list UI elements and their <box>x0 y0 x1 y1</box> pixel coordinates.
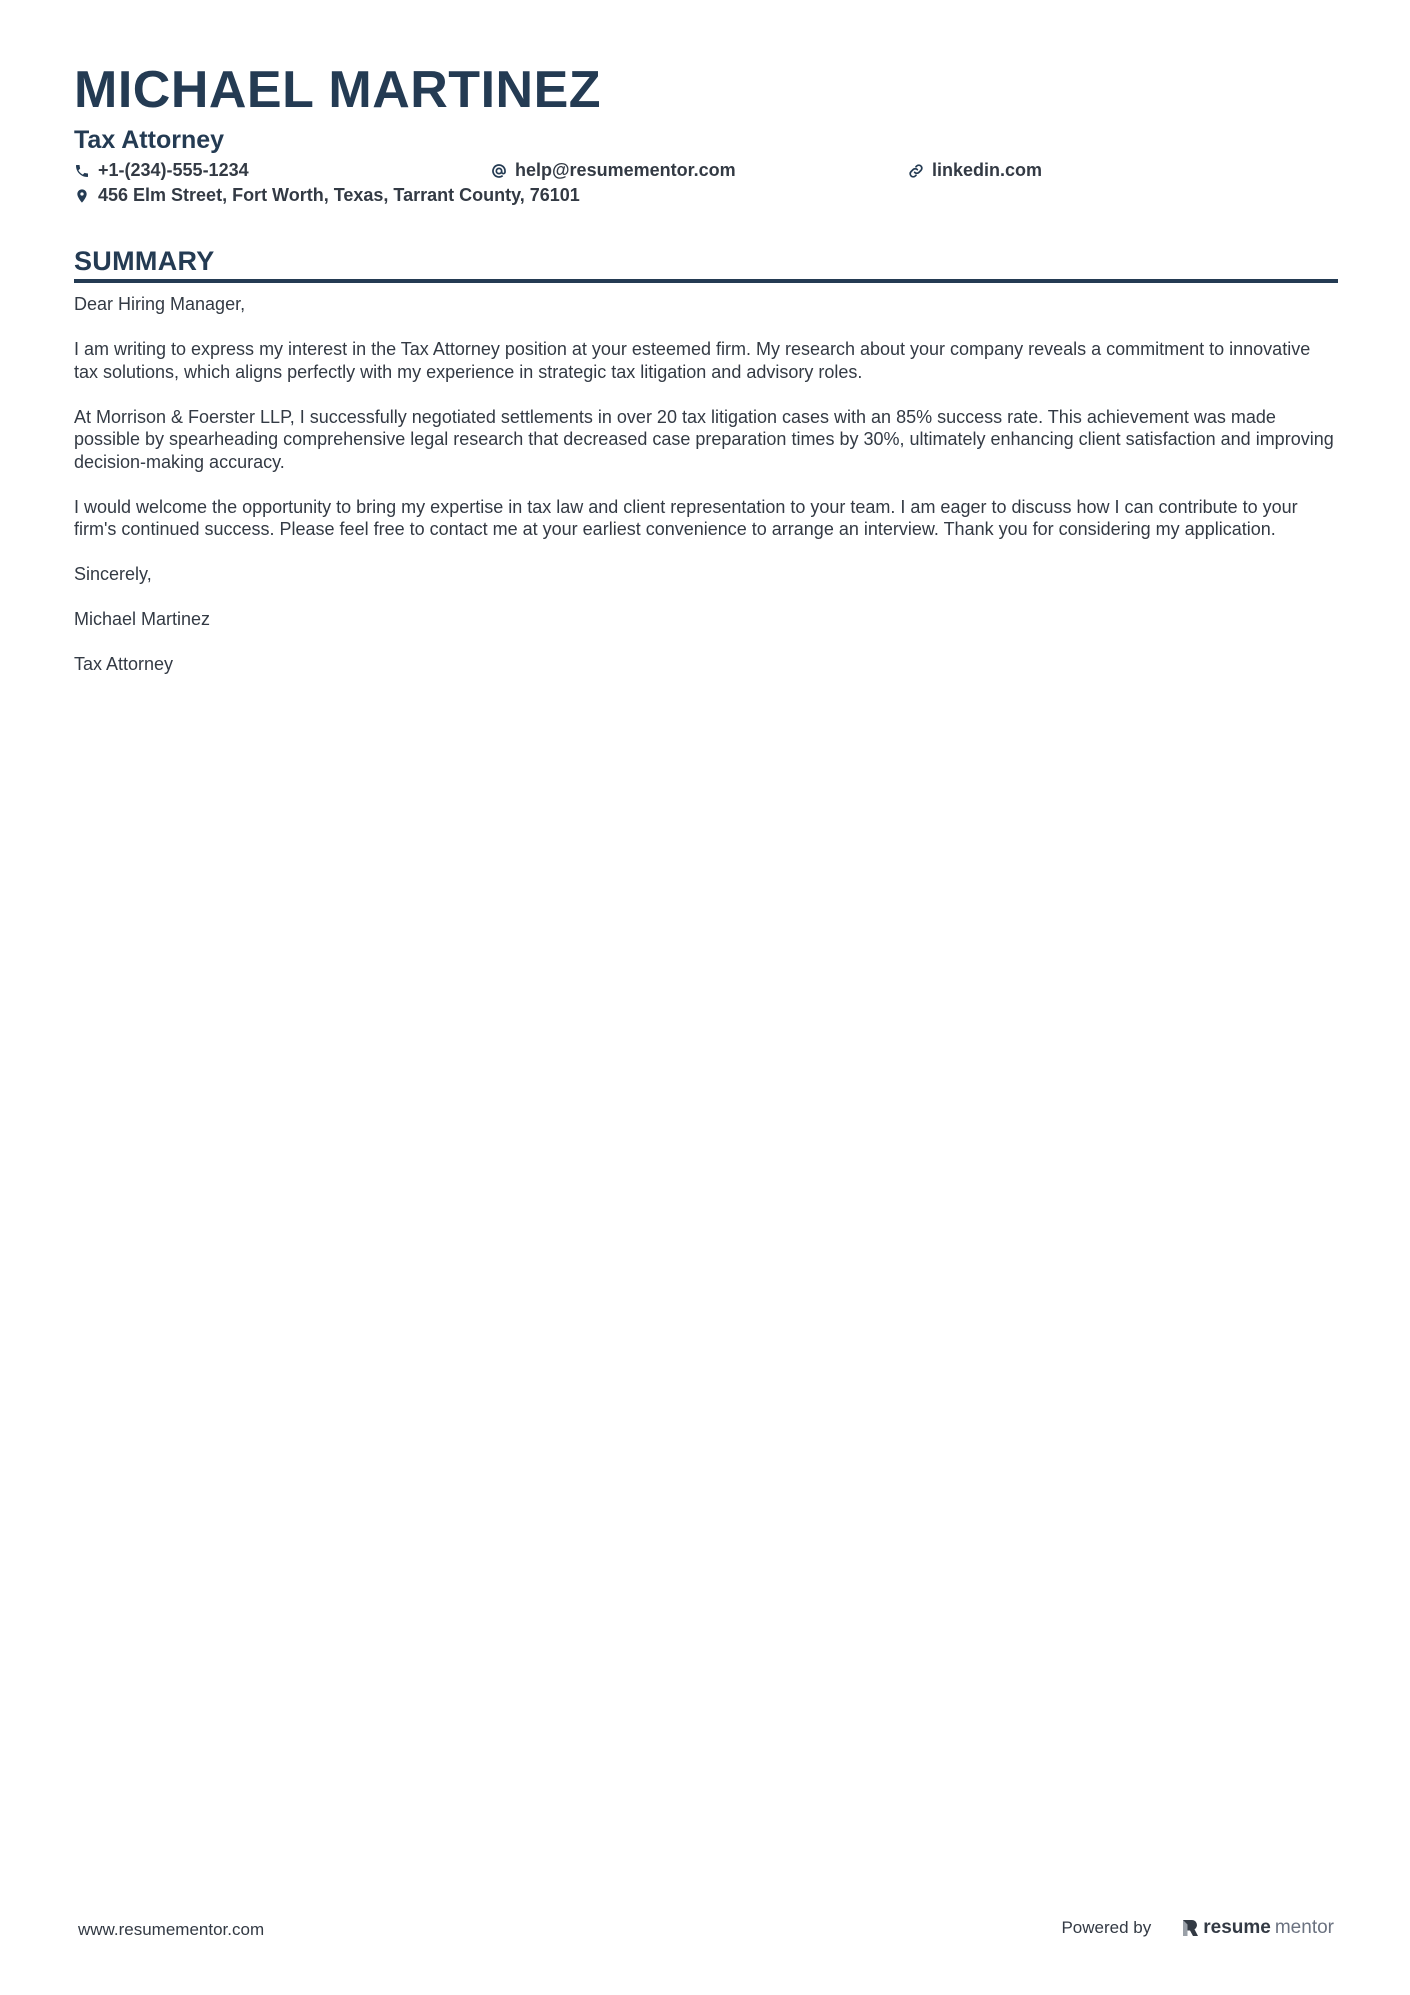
brand-logo[interactable] <box>1181 1917 1334 1939</box>
cover-letter-page <box>74 58 1338 698</box>
brand-text-bold: resume <box>1203 1917 1271 1938</box>
footer-website[interactable]: www.resumementor.com <box>78 1920 265 1939</box>
brand-mark-icon <box>1181 1918 1199 1938</box>
job-title: Tax Attorney <box>74 126 225 154</box>
letter-paragraph: I would welcome the opportunity to bring my expertise in tax law and client representation to your team. I am eager to discuss how I can contribute to your firm's continued success. Please feel free to contact me at your earliest convenience to arrange an interview. Thank you for considering my application. <box>74 496 1298 539</box>
summary-heading: SUMMARY <box>74 246 215 276</box>
brand-text-light: mentor <box>1274 1917 1334 1938</box>
closing: Sincerely, <box>74 564 152 584</box>
email-text[interactable]: help@resumementor.com <box>515 160 736 180</box>
contact-phone <box>74 160 491 181</box>
phone-icon <box>74 163 90 179</box>
footer-brand-area <box>1061 1917 1334 1939</box>
contact-website <box>908 160 1042 181</box>
section-divider <box>74 279 1338 283</box>
at-icon <box>491 163 507 179</box>
contact-row-address <box>74 183 1338 208</box>
candidate-name: MICHAEL MARTINEZ <box>74 61 602 119</box>
address-text: 456 Elm Street, Fort Worth, Texas, Tarrant County, 76101 <box>98 185 580 205</box>
website-text[interactable]: linkedin.com <box>932 160 1043 180</box>
phone-text[interactable]: +1-(234)-555-1234 <box>98 160 249 180</box>
salutation: Dear Hiring Manager, <box>74 294 246 314</box>
powered-by-label: Powered by <box>1061 1918 1152 1937</box>
letter-body <box>74 293 1338 676</box>
letter-paragraph: At Morrison & Foerster LLP, I successfully negotiated settlements in over 20 tax litigation cases with an 85% success rate. This achievement was made possible by spearheading comprehensive legal research that decreased case preparation times by 30%, ultimately enhancing client satisfaction and improving decision-making accuracy. <box>74 406 1334 472</box>
location-pin-icon <box>74 188 90 204</box>
signature-title: Tax Attorney <box>74 654 174 674</box>
link-icon <box>908 163 924 179</box>
contact-address <box>74 185 580 206</box>
letter-paragraph: I am writing to express my interest in the Tax Attorney position at your esteemed firm. My research about your company reveals a commitment to innovative tax solutions, which aligns perfectly with my experience in strategic tax litigation and advisory roles. <box>74 339 1311 382</box>
contact-email <box>491 160 908 181</box>
contact-row-primary <box>74 158 1338 183</box>
signature-name: Michael Martinez <box>74 609 211 629</box>
